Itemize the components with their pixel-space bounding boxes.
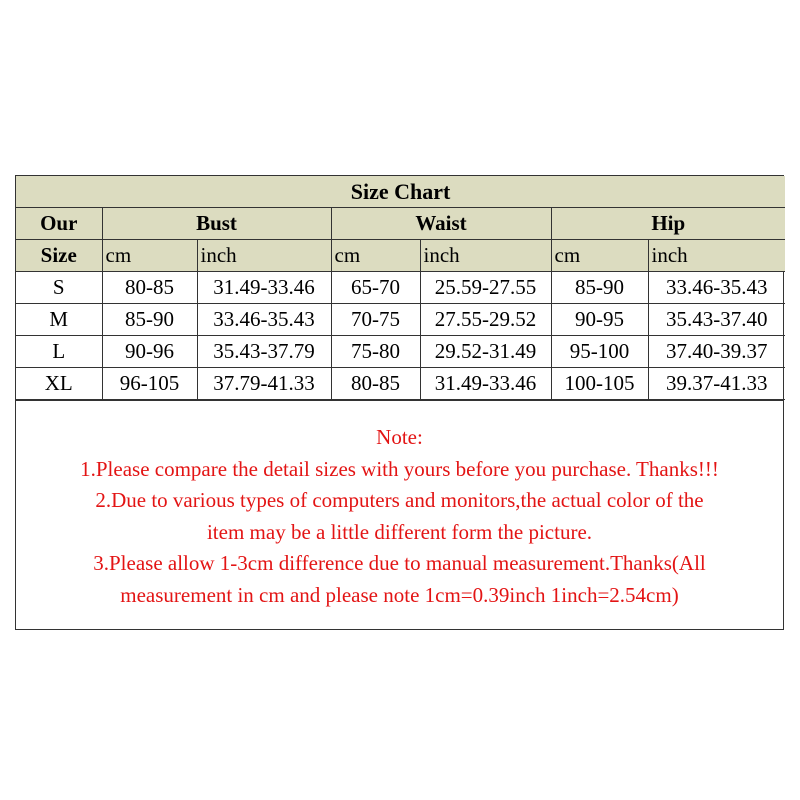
bust-cm-cell: 96-105 [102, 368, 197, 400]
note-line-3b: measurement in cm and please note 1cm=0.39inch 1inch=2.54cm) [120, 582, 679, 607]
bust-inch-cell: 35.43-37.79 [197, 336, 331, 368]
size-cell: XL [16, 368, 102, 400]
waist-cm-cell: 70-75 [331, 304, 420, 336]
our-label: Our [16, 208, 102, 240]
waist-cm-cell: 65-70 [331, 272, 420, 304]
size-chart [15, 175, 784, 630]
waist-cm-header: cm [331, 240, 420, 272]
bust-cm-header: cm [102, 240, 197, 272]
waist-inch-cell: 27.55-29.52 [420, 304, 551, 336]
bust-inch-cell: 31.49-33.46 [197, 272, 331, 304]
size-cell: L [16, 336, 102, 368]
note-line-2b: item may be a little different form the picture. [206, 519, 593, 544]
waist-inch-header: inch [420, 240, 551, 272]
table-row [16, 272, 785, 304]
note-line-1: 1.Please compare the detail sizes with yours before you purchase. Thanks!!! [80, 456, 719, 481]
title-row [16, 176, 785, 208]
hip-cm-cell: 95-100 [551, 336, 648, 368]
waist-inch-cell: 29.52-31.49 [420, 336, 551, 368]
bust-cm-cell: 90-96 [102, 336, 197, 368]
bust-inch-header: inch [197, 240, 331, 272]
table-row [16, 336, 785, 368]
size-cell: M [16, 304, 102, 336]
hip-header: Hip [551, 208, 785, 240]
note-heading: Note: [376, 425, 423, 449]
hip-cm-cell: 85-90 [551, 272, 648, 304]
hip-inch-cell: 39.37-41.33 [648, 368, 785, 400]
chart-title: Size Chart [16, 176, 785, 208]
waist-inch-cell: 31.49-33.46 [420, 368, 551, 400]
hip-cm-cell: 100-105 [551, 368, 648, 400]
waist-header: Waist [331, 208, 551, 240]
hip-inch-cell: 37.40-39.37 [648, 336, 785, 368]
size-cell: S [16, 272, 102, 304]
table-row [16, 304, 785, 336]
bust-cm-cell: 85-90 [102, 304, 197, 336]
hip-inch-cell: 33.46-35.43 [648, 272, 785, 304]
waist-cm-cell: 80-85 [331, 368, 420, 400]
hip-inch-header: inch [648, 240, 785, 272]
waist-inch-cell: 25.59-27.55 [420, 272, 551, 304]
bust-header: Bust [102, 208, 331, 240]
note-line-2a: 2.Due to various types of computers and monitors,the actual color of the [95, 488, 704, 512]
note-line-3a: 3.Please allow 1-3cm difference due to manual measurement.Thanks(All [93, 551, 706, 575]
size-label: Size [16, 240, 102, 272]
header-row-group [16, 208, 785, 240]
hip-inch-cell: 35.43-37.40 [648, 304, 785, 336]
table-row [16, 368, 785, 400]
hip-cm-cell: 90-95 [551, 304, 648, 336]
waist-cm-cell: 75-80 [331, 336, 420, 368]
header-row-units [16, 240, 785, 272]
size-table [16, 176, 785, 400]
notes-section [16, 400, 783, 629]
bust-inch-cell: 37.79-41.33 [197, 368, 331, 400]
hip-cm-header: cm [551, 240, 648, 272]
bust-cm-cell: 80-85 [102, 272, 197, 304]
bust-inch-cell: 33.46-35.43 [197, 304, 331, 336]
